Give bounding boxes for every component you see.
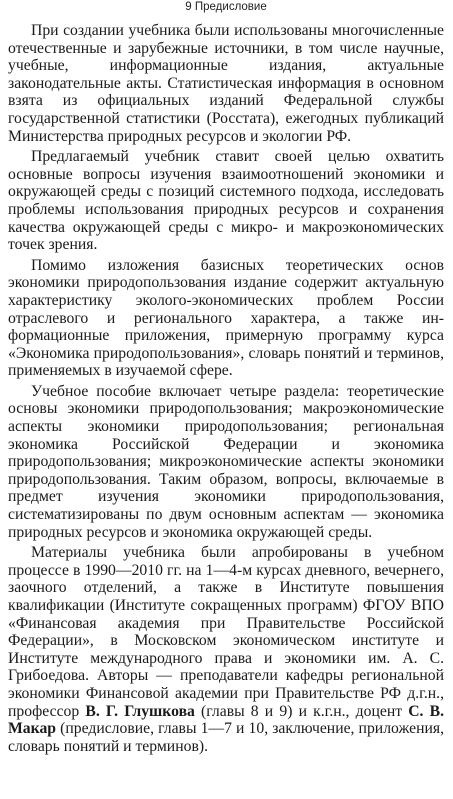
approbation-text-end: (предисловие, главы 1—7 и 10, заключение, приложения, словарь понятий и терминов). xyxy=(8,720,444,755)
paragraph-sources: При создании учебника были использованы многочисленные отечественные и зарубежные источники, в том числе научные, учебные, информационные издания, актуальные законодательные акты. Статистическая информация в основном взята из официальных изданий Федеральной службы государственной статистики (Росстата), ежегодных публикаций Министерства природных ресурсов и экологии РФ. xyxy=(8,22,444,145)
author-glushkova: В. Г. Глушкова xyxy=(85,702,195,720)
author-makar: С. В. Макар xyxy=(8,702,445,738)
body-text xyxy=(8,22,444,755)
page-number: 9 xyxy=(185,1,192,13)
paragraph-approbation xyxy=(8,544,444,755)
approbation-text-start: Материалы учебника были апробированы в учебном процессе в 1990—2010 гг. на 1—4-м курсах дневного, вечернего, заочного отделений, а также в Институте повышения квалификации (Институте сокращенных программ) ФГОУ ВПО «Финансовая академия при Правительстве Российской Федерации», в Московском экономическом институте и Институте международного права и экономики им. А. С. Грибоедова. Авторы — преподаватели кафедры региональной экономики Финансовой академии при Правительстве РФ д.г.н., профессор xyxy=(8,544,444,720)
paragraph-sections: Учебное пособие включает четыре раздела: теоретические основы экономики природопользования; макроэкономические аспекты экономики природопользования; региональная экономика Российской Федерации и экономика природопользования; микроэкономические аспекты экономики природопользования. Таким образом, вопросы, включаемые в предмет изучения экономики природопользования, систематизированы по двум основным аспектам — экономика природных ресурсов и экономика окружающей среды. xyxy=(8,382,444,541)
running-header xyxy=(8,1,444,15)
paragraph-contents: Помимо изложения базисных теоретических основ экономики природопользования издание содержит актуальную характеристику эколого-экономических проблем России отраслевого и регионального характера, а также информационные приложения, примерную программу курса «Экономика природопользования», словарь понятий и терминов, применяемых в изучаемой сфере. xyxy=(8,256,444,380)
section-title: Предисловие xyxy=(194,1,267,13)
approbation-text-middle: (главы 8 и 9) и к.г.н., доцент xyxy=(194,702,409,720)
paragraph-goal: Предлагаемый учебник ставит своей целью охватить основные вопросы изучения взаимоотношений экономики и окружающей среды с позиций системного подхода, исследовать проблемы использования природных ресурсов и сохранения качества окружающей среды с микро- и макроэкономических точек зрения. xyxy=(8,148,444,254)
